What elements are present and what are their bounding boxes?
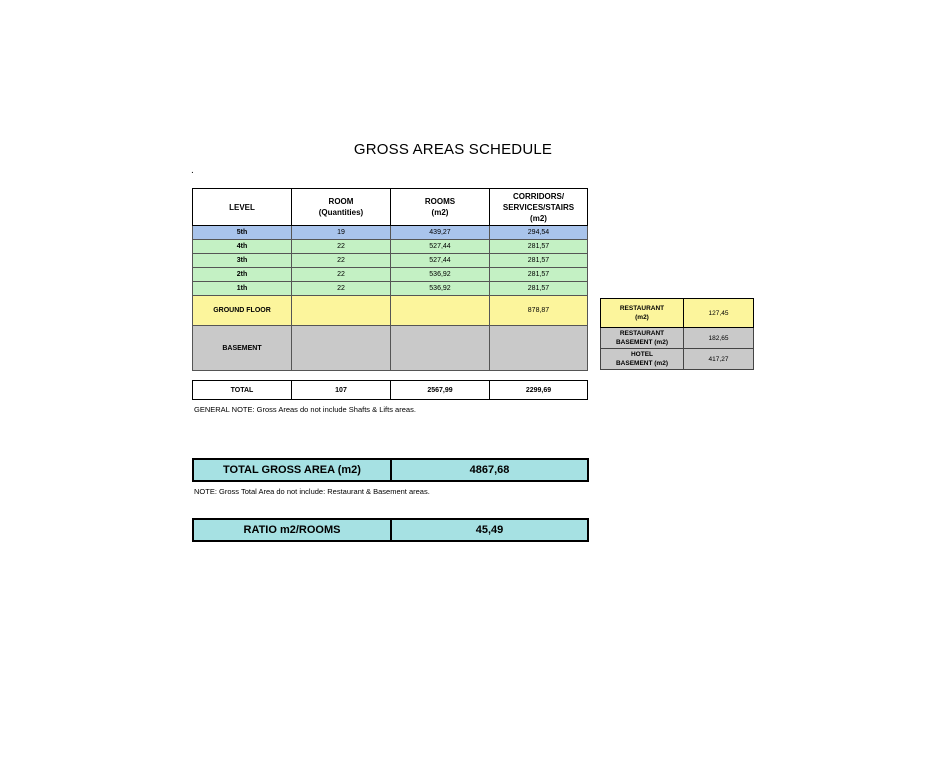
table-header-row (193, 189, 588, 226)
total-gross-label: TOTAL GROSS AREA (m2) (193, 459, 391, 481)
cell-rooms-qty: 22 (292, 282, 391, 296)
side-value: 417,27 (684, 349, 754, 370)
cell-rooms-qty: 22 (292, 268, 391, 282)
side-row (601, 299, 754, 328)
cell-level: GROUND FLOOR (193, 296, 292, 326)
side-label-line: RESTAURANT (619, 330, 665, 337)
cell-rooms-m2: 439,27 (391, 226, 490, 240)
side-label (601, 349, 684, 370)
cell-level: 1th (193, 282, 292, 296)
cell-corridors-m2 (490, 326, 588, 371)
total-rooms-qty: 107 (292, 381, 391, 400)
header-line: ROOM (328, 197, 354, 206)
total-gross-value: 4867,68 (391, 459, 588, 481)
cell-corridors-m2: 281,57 (490, 240, 588, 254)
cell-rooms-qty (292, 326, 391, 371)
cell-level: 5th (193, 226, 292, 240)
page-title: GROSS AREAS SCHEDULE (353, 141, 553, 158)
total-gross-row (193, 459, 588, 481)
header-line: (Quantities) (318, 208, 364, 217)
cell-rooms-qty: 22 (292, 254, 391, 268)
header-line: (m2) (431, 208, 449, 217)
side-value: 127,45 (684, 299, 754, 328)
side-row (601, 328, 754, 349)
table-row (193, 282, 588, 296)
ratio-value: 45,49 (391, 519, 588, 541)
total-row (193, 381, 588, 400)
cell-rooms-qty (292, 296, 391, 326)
cell-level: 2th (193, 268, 292, 282)
cell-level: 3th (193, 254, 292, 268)
total-area-note: NOTE: Gross Total Area do not include: Restaurant & Basement areas. (194, 487, 430, 496)
side-label (601, 299, 684, 328)
header-line: SERVICES/STAIRS (502, 202, 575, 212)
cell-corridors-m2: 281,57 (490, 282, 588, 296)
cell-corridors-m2: 878,87 (490, 296, 588, 326)
side-value: 182,65 (684, 328, 754, 349)
general-note: GENERAL NOTE: Gross Areas do not include Shafts & Lifts areas. (194, 405, 416, 414)
table-row (193, 326, 588, 371)
header-level: LEVEL (193, 189, 292, 226)
gross-areas-table (192, 188, 588, 371)
side-label-line: BASEMENT (m2) (615, 360, 668, 367)
header-rooms-m2 (391, 189, 490, 226)
table-row (193, 226, 588, 240)
total-rooms-m2: 2567,99 (391, 381, 490, 400)
side-label-line: (m2) (635, 314, 649, 321)
total-gross-area-table (192, 458, 589, 482)
cell-corridors-m2: 281,57 (490, 268, 588, 282)
cell-corridors-m2: 294,54 (490, 226, 588, 240)
header-corridors (490, 189, 588, 226)
cell-rooms-m2: 536,92 (391, 268, 490, 282)
header-line: CORRIDORS/ (512, 191, 565, 201)
side-label (601, 328, 684, 349)
table-row (193, 268, 588, 282)
cell-rooms-qty: 22 (292, 240, 391, 254)
total-table (192, 380, 588, 400)
total-label: TOTAL (193, 381, 292, 400)
stray-dot: . (191, 165, 194, 176)
side-areas-table (600, 298, 754, 370)
cell-rooms-m2: 527,44 (391, 240, 490, 254)
ratio-row (193, 519, 588, 541)
ratio-table (192, 518, 589, 542)
cell-rooms-m2: 527,44 (391, 254, 490, 268)
total-corridors-m2: 2299,69 (490, 381, 588, 400)
cell-rooms-m2: 536,92 (391, 282, 490, 296)
cell-level: 4th (193, 240, 292, 254)
cell-rooms-m2 (391, 296, 490, 326)
header-line: ROOMS (424, 197, 456, 206)
table-row (193, 254, 588, 268)
cell-level: BASEMENT (193, 326, 292, 371)
header-room-quantities (292, 189, 391, 226)
cell-rooms-m2 (391, 326, 490, 371)
side-label-line: BASEMENT (m2) (615, 339, 668, 346)
cell-rooms-qty: 19 (292, 226, 391, 240)
cell-corridors-m2: 281,57 (490, 254, 588, 268)
table-row (193, 240, 588, 254)
header-line: (m2) (530, 213, 547, 223)
table-row (193, 296, 588, 326)
side-label-line: RESTAURANT (619, 305, 665, 312)
side-label-line: HOTEL (630, 351, 654, 358)
ratio-label: RATIO m2/ROOMS (193, 519, 391, 541)
side-row (601, 349, 754, 370)
